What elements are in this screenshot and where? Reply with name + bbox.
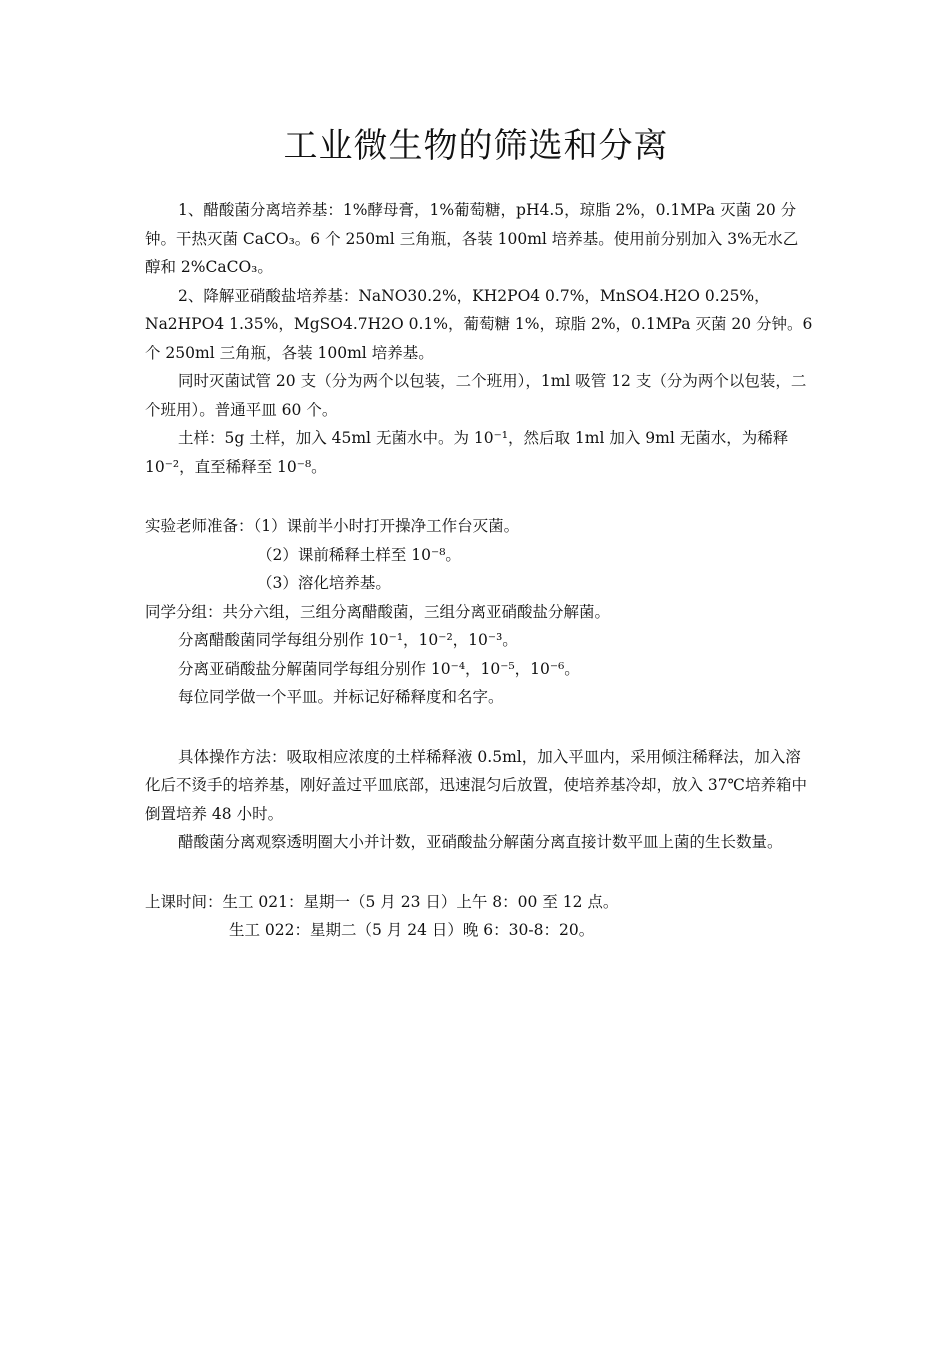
document-body: [145, 196, 813, 945]
observation-paragraph: 醋酸菌分离观察透明圈大小并计数，亚硝酸盐分解菌分离直接计数平皿上菌的生长数量。: [178, 833, 783, 851]
sterilization-paragraph: 同时灭菌试管 20 支（分为两个以包装，二个班用），1ml 吸管 12 支（分为两个以包装，二个班用）。普通平皿 60 个。: [145, 372, 807, 419]
medium-acetic-paragraph: 1、醋酸菌分离培养基：1%酵母膏，1%葡萄糖，pH4.5，琼脂 2%，0.1MPa 灭菌 20 分钟。干热灭菌 CaCO₃。6 个 250ml 三角瓶，各装 100ml 培养基。使用前分别加入 3%无水乙醇和 2%CaCO₃。: [145, 201, 799, 276]
group-nitrite-line: 分离亚硝酸盐分解菌同学每组分别作 10⁻⁴，10⁻⁵，10⁻⁶。: [178, 659, 580, 678]
schedule-line-1: 上课时间：生工 021：星期一（5 月 23 日）上午 8：00 至 12 点。: [145, 892, 619, 911]
medium-nitrite-paragraph: 2、降解亚硝酸盐培养基：NaNO30.2%，KH2PO4 0.7%，MnSO4.H2O 0.25%，Na2HPO4 1.35%，MgSO4.7H2O 0.1%，葡萄糖 1%，琼脂 2%，0.1MPa 灭菌 20 分钟。6 个 250ml 三角瓶，各装 100ml 培养基。: [145, 286, 813, 362]
teacher-prep-step-2: （2）课前稀释土样至 10⁻⁸。: [257, 545, 461, 564]
group-acetic-line: 分离醋酸菌同学每组分别作 10⁻¹，10⁻²，10⁻³。: [178, 631, 518, 649]
teacher-prep-lead: 实验老师准备：（1）课前半小时打开操净工作台灭菌。: [145, 517, 520, 535]
teacher-prep-step-3: （3）溶化培养基。: [257, 574, 391, 592]
group-plate-line: 每位同学做一个平皿。并标记好稀释度和名字。: [178, 688, 504, 706]
schedule-line-2: 生工 022：星期二（5 月 24 日）晚 6：30-8：20。: [229, 921, 595, 939]
group-lead: 同学分组：共分六组，三组分离醋酸菌，三组分离亚硝酸盐分解菌。: [145, 602, 611, 621]
document-title: 工业微生物的筛选和分离: [283, 126, 669, 166]
method-paragraph: 具体操作方法：吸取相应浓度的土样稀释液 0.5ml，加入平皿内，采用倾注稀释法，加入溶化后不烫手的培养基，刚好盖过平皿底部，迅速混匀后放置，使培养基冷却，放入 37℃培养箱中倒置培养 48 小时。: [145, 747, 807, 823]
spacer: [145, 481, 813, 512]
spacer: [145, 712, 813, 743]
soil-sample-paragraph: 土样：5g 土样，加入 45ml 无菌水中。为 10⁻¹，然后取 1ml 加入 9ml 无菌水，为稀释 10⁻²，直至稀释至 10⁻⁸。: [145, 429, 789, 476]
spacer: [145, 857, 813, 888]
